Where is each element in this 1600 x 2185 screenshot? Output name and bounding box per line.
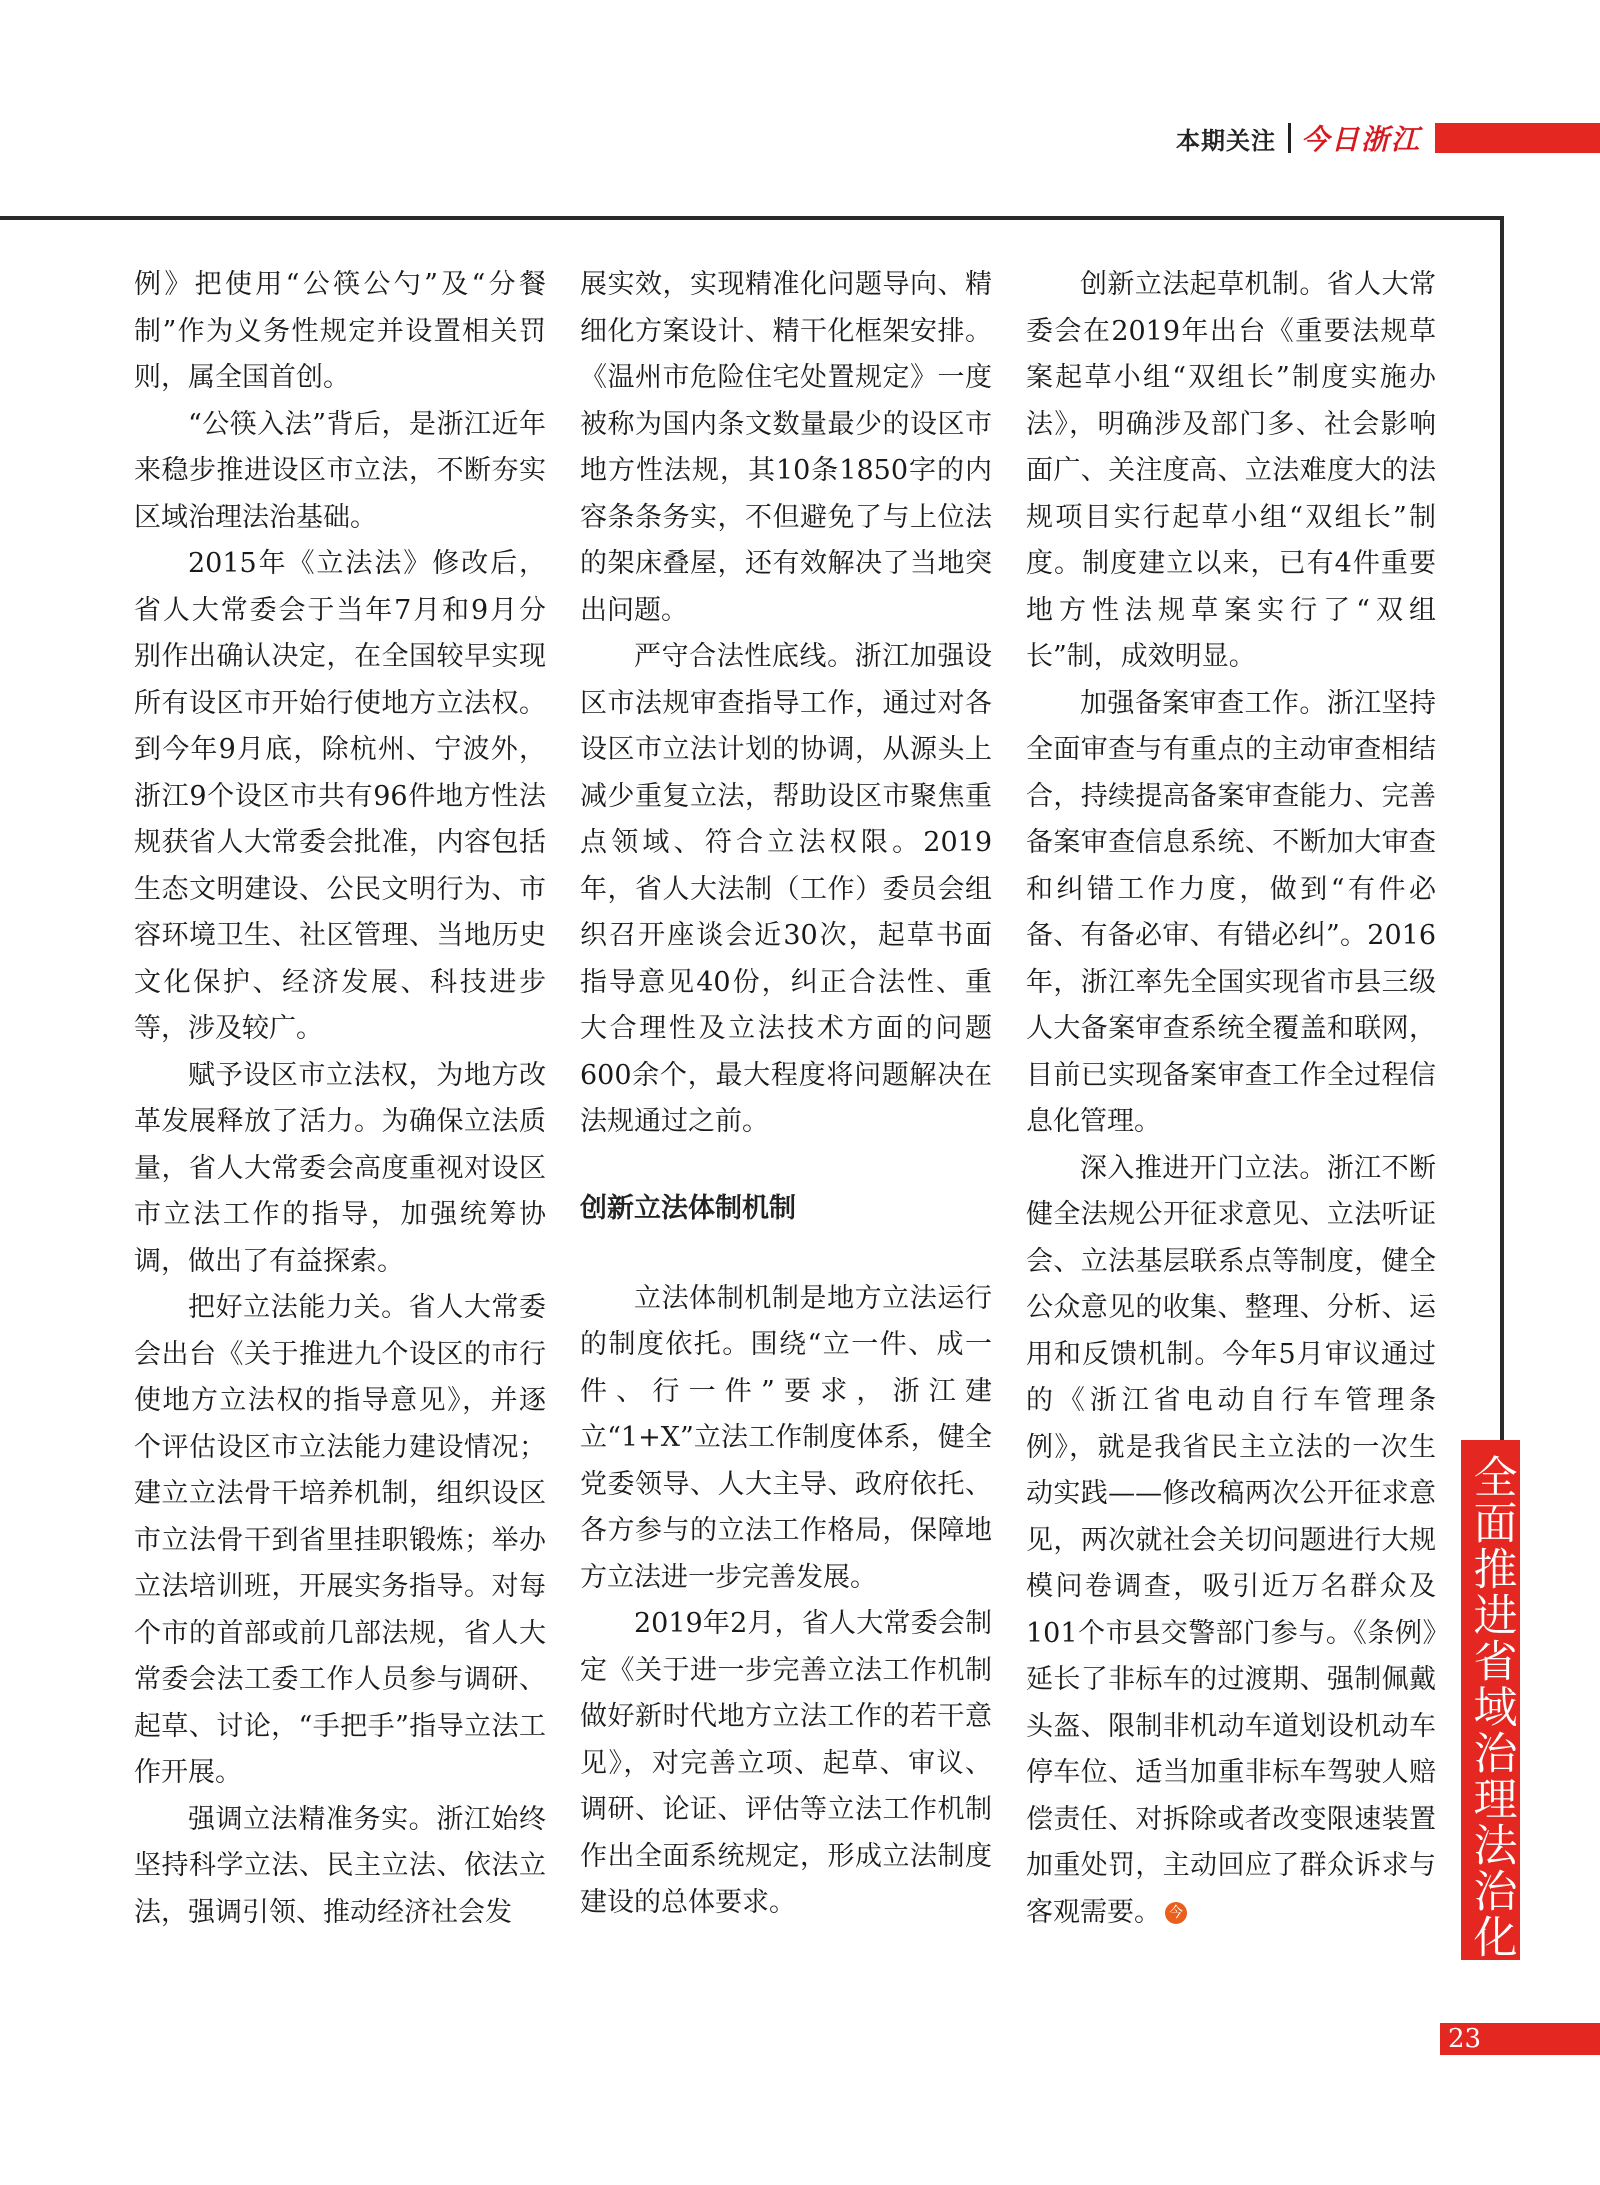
- page-header: [1176, 118, 1600, 158]
- paragraph: 例》把使用“公筷公勺”及“分餐制”作为义务性规定并设置相关罚则，属全国首创。: [134, 269, 546, 393]
- page-number-bar: [1440, 2023, 1600, 2055]
- column-2: [580, 262, 992, 1927]
- magazine-logo: 今日浙江: [1300, 123, 1421, 156]
- paragraph: 立法体制机制是地方立法运行的制度依托。围绕“立一件、成一件、行一件”要求，浙江建立“1+X”立法工作制度体系，健全党委领导、人大主导、政府依托、各方参与的立法工作格局，保障地方立法进一步完善发展。: [580, 1282, 992, 1593]
- header-divider: [1288, 123, 1291, 153]
- paragraph: 展实效，实现精准化问题导向、精细化方案设计、精干化框架安排。《温州市危险住宅处置规定》一度被称为国内条文数量最少的设区市地方性法规，其10条1850字的内容条条务实，不但避免了与上位法的架床叠屋，还有效解决了当地突出问题。: [580, 269, 992, 626]
- page-number: 23: [1448, 2024, 1482, 2054]
- section-label: 本期关注: [1175, 126, 1276, 155]
- paragraph: 加强备案审查工作。浙江坚持全面审查与有重点的主动审查相结合，持续提高备案审查能力、完善备案审查信息系统、不断加大审查和纠错工作力度，做到“有件必备、有备必审、有错必纠”。2016年，浙江率先全国实现省市县三级人大备案审查系统全覆盖和联网，目前已实现备案审查工作全过程信息化管理。: [1026, 687, 1436, 1137]
- end-mark-icon: 今: [1165, 1902, 1187, 1924]
- paragraph-text: 深入推进开门立法。浙江不断健全法规公开征求意见、立法听证会、立法基层联系点等制度，健全公众意见的收集、整理、分析、运用和反馈机制。今年5月审议通过的《浙江省电动自行车管理条例》，就是我省民主立法的一次生动实践——修改稿两次公开征求意见，两次就社会关切问题进行大规模问卷调查，吸引近万名群众及101个市县交警部门参与。《条例》延长了非标车的过渡期、强制佩戴头盔、限制非机动车道划设机动车停车位、适当加重非标车驾驶人赔偿责任、对拆除或者改变限速装置加重处罚，主动回应了群众诉求与客观需要。: [1026, 1152, 1436, 1928]
- paragraph: 严守合法性底线。浙江加强设区市法规审查指导工作，通过对各设区市立法计划的协调，从源头上减少重复立法，帮助设区市聚焦重点领域、符合立法权限。2019年，省人大法制（工作）委员会组织召开座谈会近30次，起草书面指导意见40份，纠正合法性、重大合理性及立法技术方面的问题600余个，最大程度将问题解决在法规通过之前。: [580, 641, 992, 1137]
- paragraph: 2019年2月，省人大常委会制定《关于进一步完善立法工作机制做好新时代地方立法工作的若干意见》，对完善立项、起草、审议、调研、论证、评估等立法工作机制作出全面系统规定，形成立法制度建设的总体要求。: [580, 1608, 992, 1918]
- paragraph: 赋予设区市立法权，为地方改革发展释放了活力。为确保立法质量，省人大常委会高度重视对设区市立法工作的指导，加强统筹协调，做出了有益探索。: [134, 1059, 546, 1277]
- side-column-label: [1461, 1440, 1520, 1960]
- paragraph: 创新立法起草机制。省人大常委会在2019年出台《重要法规草案起草小组“双组长”制度实施办法》，明确涉及部门多、社会影响面广、关注度高、立法难度大的法规项目实行起草小组“双组长”制度。制度建立以来，已有4件重要地方性法规草案实行了“双组长”制，成效明显。: [1026, 269, 1436, 672]
- paragraph: 2015年《立法法》修改后，省人大常委会于当年7月和9月分别作出确认决定，在全国较早实现所有设区市开始行使地方立法权。到今年9月底，除杭州、宁波外，浙江9个设区市共有96件地方性法规获省人大常委会批准，内容包括生态文明建设、公民文明行为、市容环境卫生、社区管理、当地历史文化保护、经济发展、科技进步等，涉及较广。: [134, 548, 546, 1044]
- paragraph: “公筷入法”背后，是浙江近年来稳步推进设区市立法，不断夯实区域治理法治基础。: [134, 408, 546, 533]
- paragraph-final: [1026, 1146, 1436, 1937]
- frame-top-line: [0, 216, 1504, 220]
- paragraph: 强调立法精准务实。浙江始终坚持科学立法、民主立法、依法立法，强调引领、推动经济社会发: [134, 1803, 546, 1928]
- header-red-bar: [1435, 123, 1600, 153]
- column-1: [134, 262, 546, 1936]
- paragraph: 把好立法能力关。省人大常委会出台《关于推进九个设区的市行使地方立法权的指导意见》，并逐个评估设区市立法能力建设情况；建立立法骨干培养机制，组织设区市立法骨干到省里挂职锻炼；举办立法培训班，开展实务指导。对每个市的首部或前几部法规，省人大常委会法工委工作人员参与调研、起草、讨论，“手把手”指导立法工作开展。: [134, 1292, 546, 1788]
- column-3: [1026, 262, 1436, 1936]
- section-heading: 创新立法体制机制: [580, 1192, 796, 1224]
- side-label-text: 全面推进省域治理法治化: [1465, 1454, 1517, 1960]
